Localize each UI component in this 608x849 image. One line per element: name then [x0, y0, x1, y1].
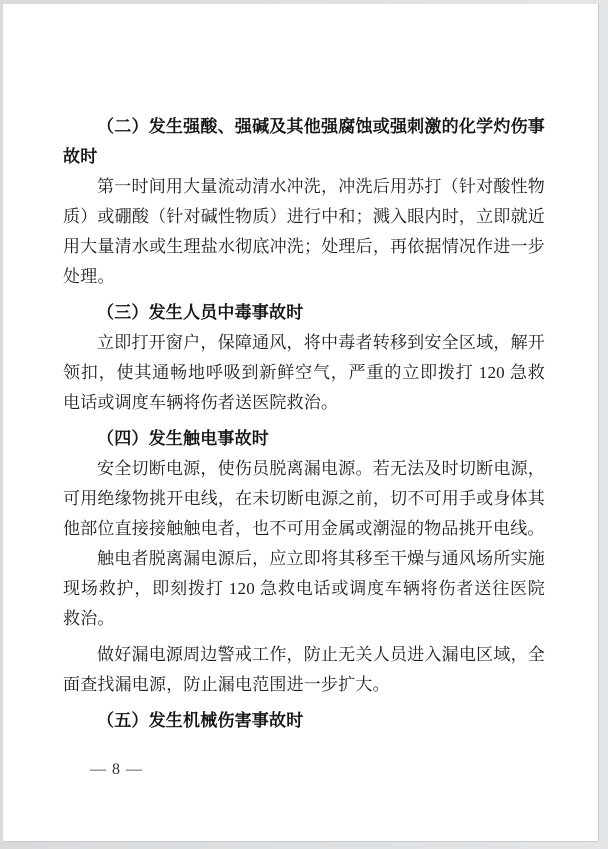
section-poisoning: [63, 298, 545, 418]
section-heading-chemical-burn: （二）发生强酸、强碱及其他强腐蚀或强刺激的化学灼伤事故时: [63, 117, 545, 166]
paragraph: 触电者脱离漏电源后，应立即将其移至干燥与通风场所实施现场救护，即刻拨打 120 急救电话或调度车辆将伤者送往医院救治。: [63, 549, 545, 628]
paragraph: 做好漏电源周边警戒工作，防止无关人员进入漏电区域，全面查找漏电源，防止漏电范围进一步扩大。: [63, 645, 545, 694]
section-electric-shock: [63, 424, 545, 700]
page-number: — 8 —: [90, 761, 143, 778]
document-page: [3, 4, 598, 841]
document-content: [3, 4, 598, 785]
paragraph: 安全切断电源，使伤员脱离漏电源。若无法及时切断电源，可用绝缘物挑开电线，在未切断电源之前，切不可用手或身体其他部位直接接触触电者，也不可用金属或潮湿的物品挑开电线。: [63, 459, 545, 538]
section-heading-poisoning: （三）发生人员中毒事故时: [97, 303, 304, 322]
section-heading-mechanical-injury: （五）发生机械伤害事故时: [97, 711, 304, 730]
section-chemical-burn: [63, 112, 545, 292]
paragraph: 第一时间用大量流动清水冲洗，冲洗后用苏打（针对酸性物质）或硼酸（针对碱性物质）进行中和；溅入眼内时，立即就近用大量清水或生理盐水彻底冲洗；处理后，再依据情况作进一步处理。: [63, 177, 545, 286]
section-mechanical-injury: [63, 706, 545, 736]
paragraph: 立即打开窗户，保障通风，将中毒者转移到安全区域，解开领扣，使其通畅地呼吸到新鲜空气，严重的立即拨打 120 急救电话或调度车辆将伤者送医院救治。: [63, 333, 545, 412]
section-heading-electric-shock: （四）发生触电事故时: [97, 429, 269, 448]
